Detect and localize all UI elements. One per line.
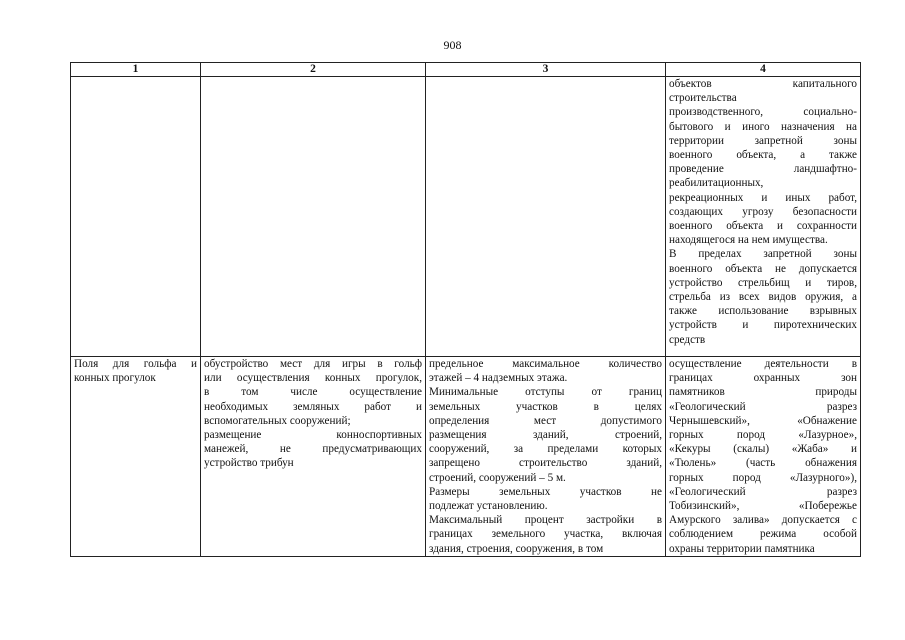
cell-line: предельное максимальное количество bbox=[429, 358, 662, 370]
cell-line: этажей – 4 надземных этажа. bbox=[429, 372, 568, 385]
cell-line: также использование взрывных bbox=[669, 305, 857, 318]
cell-line: подлежат установлению. bbox=[429, 500, 548, 513]
cell-line: строительства bbox=[669, 92, 737, 105]
row2-col1 bbox=[71, 357, 201, 557]
cell-line: соблюдением режима особой bbox=[669, 528, 857, 541]
cell-line: военного объекта, а также bbox=[669, 149, 857, 162]
row2-col4 bbox=[666, 357, 861, 557]
cell-line: Тобизинский», «Побережье bbox=[669, 500, 857, 513]
header-col-3: 3 bbox=[426, 63, 666, 77]
cell-line: необходимых земляных работ и bbox=[204, 400, 422, 413]
cell-line: рекреационных и иных работ, bbox=[669, 191, 857, 204]
cell-line: средств bbox=[669, 333, 706, 346]
cell-line: Поля для гольфа и bbox=[74, 358, 197, 370]
cell-line: В пределах запретной зоны bbox=[669, 248, 857, 261]
cell-line: конных прогулок bbox=[74, 372, 156, 385]
cell-line: «Геологический разрез bbox=[669, 400, 857, 413]
cell-line: границах охранных зон bbox=[669, 372, 857, 385]
page-number: 908 bbox=[443, 38, 462, 52]
cell-line: военного объекта не допускается bbox=[669, 262, 857, 275]
cell-line: размещение конноспортивных bbox=[204, 429, 422, 442]
table-row bbox=[71, 357, 861, 557]
cell-line: находящегося на нем имущества. bbox=[669, 234, 828, 247]
table-row bbox=[71, 77, 861, 357]
cell-line: реабилитационных, bbox=[669, 177, 764, 190]
row2-col3 bbox=[426, 357, 666, 557]
cell-line: здания, строения, сооружения, в том bbox=[429, 542, 604, 555]
cell-line: «Тюлень» (часть обнажения bbox=[669, 457, 857, 470]
zoning-table bbox=[70, 62, 861, 557]
cell-line: Размеры земельных участков не bbox=[429, 485, 662, 498]
header-col-4: 4 bbox=[666, 63, 861, 77]
cell-line: устройств и пиротехнических bbox=[669, 319, 857, 332]
cell-line: Минимальные отступы от границ bbox=[429, 386, 662, 399]
cell-line: бытового и иного назначения на bbox=[669, 120, 857, 133]
cell-line: «Геологический разрез bbox=[669, 485, 857, 498]
cell-line: манежей, не предусматривающих bbox=[204, 443, 422, 456]
cell-line: охраны территории памятника bbox=[669, 542, 815, 555]
table-header-row bbox=[71, 63, 861, 77]
cell-line: военного объекта и сохранности bbox=[669, 220, 857, 233]
cell-line: устройство трибун bbox=[204, 457, 294, 470]
cell-line: размещения зданий, строений, bbox=[429, 429, 662, 442]
cell-line: сооружений, за пределами которых bbox=[429, 443, 662, 456]
cell-line: границах земельного участка, включая bbox=[429, 528, 662, 541]
cell-line: горных пород «Лазурное», bbox=[669, 429, 857, 442]
row1-col4 bbox=[666, 77, 861, 357]
cell-line: памятников природы bbox=[669, 386, 857, 399]
row1-col1 bbox=[71, 77, 201, 357]
cell-line: определения мест допустимого bbox=[429, 414, 662, 427]
cell-line: устройство стрельбищ и тиров, bbox=[669, 276, 857, 289]
cell-line: производственного, социально- bbox=[669, 106, 857, 119]
cell-line: в том числе осуществление bbox=[204, 386, 422, 399]
cell-line: «Кекуры (скалы) «Жаба» и bbox=[669, 443, 857, 456]
cell-line: запрещено строительство зданий, bbox=[429, 457, 662, 470]
cell-line: вспомогательных сооружений; bbox=[204, 414, 351, 427]
header-col-1: 1 bbox=[71, 63, 201, 77]
cell-line: Максимальный процент застройки в bbox=[429, 514, 662, 527]
cell-line: объектов капитального bbox=[669, 78, 857, 90]
cell-line: или осуществления конных прогулок, bbox=[204, 372, 422, 385]
cell-line: земельных участков в целях bbox=[429, 400, 662, 413]
row2-col2 bbox=[201, 357, 426, 557]
cell-line: создающих угрозу безопасности bbox=[669, 205, 857, 218]
cell-line: горных пород «Лазурного»), bbox=[669, 471, 857, 484]
row1-col3 bbox=[426, 77, 666, 357]
header-col-2: 2 bbox=[201, 63, 426, 77]
cell-line: строений, сооружений – 5 м. bbox=[429, 471, 566, 484]
cell-line: территории запретной зоны bbox=[669, 134, 857, 147]
row1-col2 bbox=[201, 77, 426, 357]
cell-line: обустройство мест для игры в гольф bbox=[204, 358, 422, 370]
cell-line: стрельба из всех видов оружия, а bbox=[669, 291, 857, 304]
cell-line: проведение ландшафтно- bbox=[669, 163, 857, 176]
cell-line: Чернышевский», «Обнажение bbox=[669, 414, 857, 427]
cell-line: Амурского залива» допускается с bbox=[669, 514, 857, 527]
cell-line: осуществление деятельности в bbox=[669, 358, 857, 370]
